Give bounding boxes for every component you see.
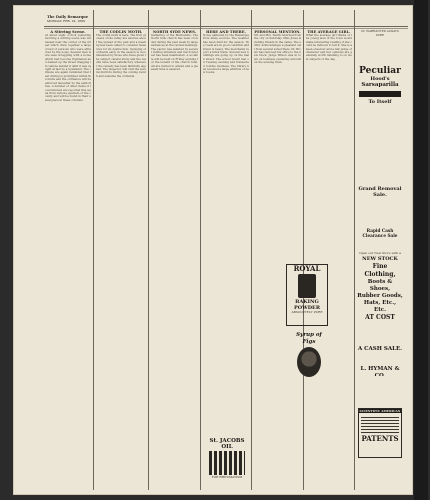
ad-hoods: Hood's — [370, 76, 390, 82]
scientific-american-ad — [358, 408, 402, 458]
top-right-ad-head: Dr. WARRANTED ALWAYS SURE — [361, 30, 399, 37]
newspaper-page — [14, 6, 412, 494]
ad-bar — [359, 91, 401, 97]
ad-rubber: Rubber Goods, — [357, 292, 403, 299]
column-5 — [254, 30, 301, 260]
column-text: Gathering of the Methodists. The North Side church has been crowded during the past week by large audiences at the revival meetings. The pastor was assisted by several visiting ministers and much interest has been manifested. A sociable will be held on Friday evening for the benefit of the church fund. All are invited to attend and a pleasant time is assured. — [151, 34, 198, 72]
syrup-of-figs-ad — [290, 332, 328, 390]
ad-sarsaparilla: Sarsaparilla — [361, 82, 399, 88]
column-1 — [45, 30, 91, 490]
date-line: MONDAY, FEB. 19, 1889 — [47, 19, 85, 23]
ad-st-jacobs-sub: FOR RHEUMATISM — [211, 475, 243, 479]
ad-st-jacobs: St. JACOBS OIL — [209, 438, 245, 450]
ad-peculiar-sub: To Itself — [368, 99, 392, 105]
ad-boots-shoes: Boots & Shoes, — [367, 278, 393, 292]
column-rule — [200, 10, 201, 490]
ad-royal: ROYAL — [293, 264, 321, 273]
ad-scientific: SCIENTIFIC AMERICAN — [359, 409, 401, 413]
column-3 — [151, 30, 198, 330]
column-heading: HERE AND THERE. — [206, 30, 246, 34]
grand-sale-ad: Grand Removal Sale. — [358, 186, 402, 198]
binding-edge — [414, 0, 428, 500]
portrait-icon — [297, 347, 321, 377]
column-heading: A Stirring Scene. — [50, 30, 86, 34]
ad-powder: POWDER — [293, 305, 321, 311]
column-heading: THE AVERAGE GIRL. — [307, 30, 351, 34]
column-rule — [354, 10, 355, 490]
hoods-sarsaparilla-ad — [357, 66, 403, 138]
royal-baking-powder-ad — [286, 264, 328, 326]
column-heading: PERSONAL MENTION. — [254, 30, 301, 34]
column-2 — [96, 30, 146, 490]
column-text: Mr. and Mrs. Smith returned from the city on Saturday. Miss Jones is visiting friends in the valley. The editor acknowledges a pleasant call from several subscribers. Dr. Brown has removed his office to the new block. Judge Wilson was in town on business yesterday and left on the evening train. — [254, 34, 301, 65]
ad-syrup-figs: Syrup of Figs — [296, 332, 322, 345]
column-text: Notes gathered by the Remarque from many sources. The weather has been mild for the season. The roads are in good condition and travel is heavy. The merchants report a brisk trade. Several new buildings are going up on the main street. The school board met on Tuesday evening and transacted routine business. The library has received a large addition of new books. — [203, 34, 249, 75]
column-6 — [306, 30, 352, 250]
ad-open-line: Open our New Store with a — [359, 252, 401, 255]
ad-at-cost: AT COST — [365, 313, 395, 321]
rapid-sale-ad: Rapid Cash Clearance Sale — [362, 228, 398, 238]
column-4 — [203, 30, 249, 330]
ad-hats: Hats, Etc., Etc. — [363, 299, 397, 313]
paper-title: The Daily Remarque — [47, 15, 89, 19]
column-heading: THE CODLIN MOTH. — [99, 30, 143, 34]
column-text: At about eight o'clock yesterday morning a stirring scene was witnessed near the corner of the street which drew together a large crowd of persons who were attracted by the noise. Several men were seen struggling with a horse which had become frightened and dashed up the street dragging its vehicle behind it until it was caught at last by a bystander. The citizens are again reminded that fast driving is prohibited within the limits and the ordinance will be enforced hereafter by the authorities. A number of other items of local interest are reported this week from various quarters of the county and will be found in their usual place in these columns. — [45, 34, 91, 102]
illustration-icon — [209, 451, 245, 475]
column-text: The codlin moth is here. The fruit growers of the valley are anxious about the spread of the pest and a meeting has been called to consider measures for its destruction. Spraying of orchards early in the season is recommended by those who have given the subject careful study and the results have been satisfactory wherever the remedy has been faithfully applied. The inspector will visit the several districts during the coming month and examine the orchards. — [96, 34, 146, 78]
column-rule — [148, 10, 149, 490]
column-text: What the average girl thinks of the young men of the town would make interesting reading if she could be induced to tell it. She is a keen observer and a fair judge of character and her opinions are generally worth listening to on most subjects of the day. — [306, 34, 352, 61]
st-jacobs-oil-ad — [204, 438, 250, 484]
ad-baking: BAKING — [295, 299, 319, 305]
baking-powder-can-icon — [298, 274, 316, 298]
column-rule — [251, 10, 252, 490]
column-heading: NORTH SYDE NEWS. — [152, 30, 197, 34]
ad-fine-clothing: Fine Clothing, — [364, 262, 396, 278]
ad-new-stock: NEW STOCK — [362, 255, 398, 262]
ad-patents: PATENTS — [361, 434, 399, 443]
cash-sale-ad: A CASH SALE. — [357, 346, 403, 352]
ad-text-block — [361, 415, 399, 433]
column-rule — [303, 10, 304, 490]
hyman-ad: L. HYMAN & CO. — [360, 366, 400, 376]
ad-peculiar: Peculiar — [359, 66, 401, 76]
ad-absolutely-pure: ABSOLUTELY PURE — [291, 310, 323, 314]
masthead — [47, 15, 91, 23]
column-rule — [93, 10, 94, 490]
new-stock-ad — [357, 252, 403, 342]
